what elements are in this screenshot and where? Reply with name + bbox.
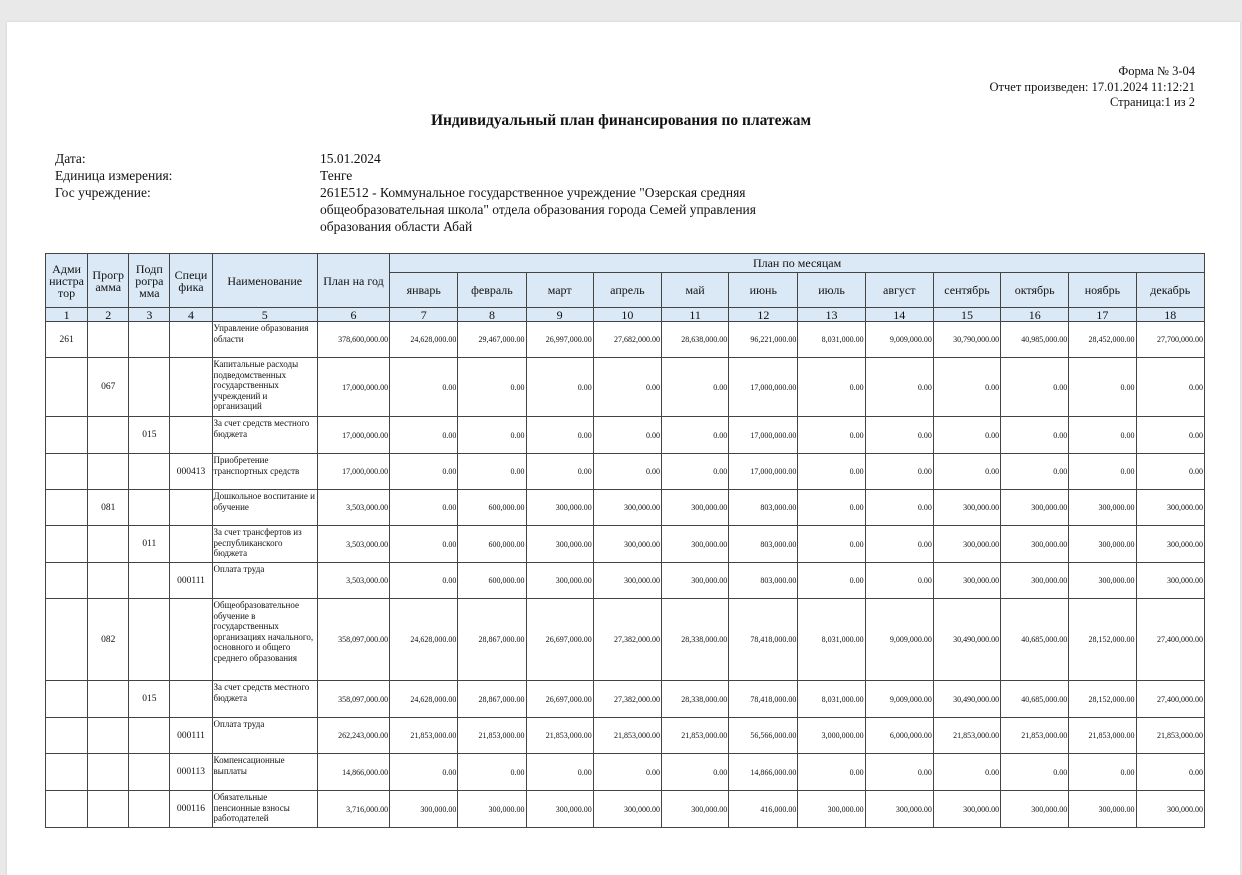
month-value-cell: 0.00 bbox=[933, 358, 1000, 417]
month-value-cell: 0.00 bbox=[390, 526, 458, 563]
month-value-cell: 300,000.00 bbox=[390, 791, 458, 828]
month-value-cell: 0.00 bbox=[1136, 454, 1204, 490]
admin-cell bbox=[46, 358, 88, 417]
name-cell: Дошкольное воспитание и обучение bbox=[212, 490, 317, 526]
month-value-cell: 27,382,000.00 bbox=[593, 599, 661, 681]
year-plan-cell: 3,503,000.00 bbox=[317, 490, 389, 526]
admin-cell bbox=[46, 754, 88, 791]
month-value-cell: 300,000.00 bbox=[1136, 526, 1204, 563]
specifics-cell bbox=[170, 681, 212, 718]
col-monthly-plan: План по месяцам bbox=[390, 254, 1205, 273]
month-value-cell: 0.00 bbox=[865, 490, 933, 526]
month-value-cell: 0.00 bbox=[865, 563, 933, 599]
col-number: 12 bbox=[729, 308, 798, 322]
program-cell: 082 bbox=[88, 599, 129, 681]
program-cell: 067 bbox=[88, 358, 129, 417]
month-value-cell: 21,853,000.00 bbox=[933, 718, 1000, 754]
month-value-cell: 29,467,000.00 bbox=[458, 322, 526, 358]
month-value-cell: 0.00 bbox=[1001, 358, 1069, 417]
col-month: ноябрь bbox=[1069, 273, 1136, 308]
specifics-cell bbox=[170, 322, 212, 358]
col-month: август bbox=[865, 273, 933, 308]
month-value-cell: 96,221,000.00 bbox=[729, 322, 798, 358]
month-value-cell: 0.00 bbox=[865, 358, 933, 417]
admin-cell bbox=[46, 490, 88, 526]
year-plan-cell: 3,716,000.00 bbox=[317, 791, 389, 828]
col-number: 15 bbox=[933, 308, 1000, 322]
month-value-cell: 0.00 bbox=[798, 526, 865, 563]
month-value-cell: 300,000.00 bbox=[798, 791, 865, 828]
month-value-cell: 30,790,000.00 bbox=[933, 322, 1000, 358]
month-value-cell: 28,452,000.00 bbox=[1069, 322, 1136, 358]
month-value-cell: 30,490,000.00 bbox=[933, 599, 1000, 681]
table-row bbox=[46, 358, 1205, 417]
specifics-cell: 000111 bbox=[170, 718, 212, 754]
institution-value-line3: образования области Абай bbox=[320, 219, 473, 234]
month-value-cell: 27,400,000.00 bbox=[1136, 599, 1204, 681]
year-plan-cell: 262,243,000.00 bbox=[317, 718, 389, 754]
col-program: Прогр амма bbox=[88, 254, 129, 308]
month-value-cell: 27,682,000.00 bbox=[593, 322, 661, 358]
year-plan-cell: 14,866,000.00 bbox=[317, 754, 389, 791]
col-number: 6 bbox=[317, 308, 389, 322]
admin-cell bbox=[46, 791, 88, 828]
month-value-cell: 9,009,000.00 bbox=[865, 599, 933, 681]
program-cell bbox=[88, 526, 129, 563]
month-value-cell: 8,031,000.00 bbox=[798, 599, 865, 681]
month-value-cell: 300,000.00 bbox=[593, 563, 661, 599]
year-plan-cell: 17,000,000.00 bbox=[317, 454, 389, 490]
specifics-cell bbox=[170, 490, 212, 526]
month-value-cell: 300,000.00 bbox=[1136, 791, 1204, 828]
month-value-cell: 300,000.00 bbox=[661, 791, 728, 828]
month-value-cell: 40,985,000.00 bbox=[1001, 322, 1069, 358]
year-plan-cell: 358,097,000.00 bbox=[317, 599, 389, 681]
specifics-cell: 000111 bbox=[170, 563, 212, 599]
month-value-cell: 26,697,000.00 bbox=[526, 681, 593, 718]
col-month: апрель bbox=[593, 273, 661, 308]
month-value-cell: 0.00 bbox=[390, 417, 458, 454]
col-number: 4 bbox=[170, 308, 212, 322]
program-cell bbox=[88, 563, 129, 599]
subprogram-cell bbox=[129, 599, 170, 681]
month-value-cell: 300,000.00 bbox=[933, 563, 1000, 599]
month-value-cell: 28,867,000.00 bbox=[458, 681, 526, 718]
subprogram-cell bbox=[129, 322, 170, 358]
month-value-cell: 21,853,000.00 bbox=[458, 718, 526, 754]
month-value-cell: 0.00 bbox=[593, 358, 661, 417]
specifics-cell: 000113 bbox=[170, 754, 212, 791]
month-value-cell: 416,000.00 bbox=[729, 791, 798, 828]
month-value-cell: 6,000,000.00 bbox=[865, 718, 933, 754]
month-value-cell: 24,628,000.00 bbox=[390, 322, 458, 358]
specifics-cell bbox=[170, 599, 212, 681]
info-labels bbox=[55, 150, 172, 201]
subprogram-cell bbox=[129, 454, 170, 490]
month-value-cell: 0.00 bbox=[661, 454, 728, 490]
admin-cell bbox=[46, 526, 88, 563]
unit-value: Тенге bbox=[320, 168, 353, 183]
specifics-cell: 000413 bbox=[170, 454, 212, 490]
admin-cell bbox=[46, 599, 88, 681]
month-value-cell: 17,000,000.00 bbox=[729, 417, 798, 454]
program-cell bbox=[88, 322, 129, 358]
month-value-cell: 0.00 bbox=[593, 417, 661, 454]
admin-cell: 261 bbox=[46, 322, 88, 358]
month-value-cell: 0.00 bbox=[1136, 754, 1204, 791]
date-label: Дата: bbox=[55, 151, 86, 166]
month-value-cell: 300,000.00 bbox=[526, 791, 593, 828]
month-value-cell: 803,000.00 bbox=[729, 490, 798, 526]
subprogram-cell bbox=[129, 563, 170, 599]
month-value-cell: 300,000.00 bbox=[933, 490, 1000, 526]
month-value-cell: 300,000.00 bbox=[1069, 563, 1136, 599]
month-value-cell: 26,997,000.00 bbox=[526, 322, 593, 358]
col-year-plan: План на год bbox=[317, 254, 389, 308]
col-number: 9 bbox=[526, 308, 593, 322]
month-value-cell: 0.00 bbox=[1069, 454, 1136, 490]
month-value-cell: 28,867,000.00 bbox=[458, 599, 526, 681]
month-value-cell: 27,700,000.00 bbox=[1136, 322, 1204, 358]
month-value-cell: 600,000.00 bbox=[458, 526, 526, 563]
year-plan-cell: 3,503,000.00 bbox=[317, 563, 389, 599]
date-value: 15.01.2024 bbox=[320, 151, 381, 166]
month-value-cell: 17,000,000.00 bbox=[729, 358, 798, 417]
col-month: май bbox=[661, 273, 728, 308]
month-value-cell: 0.00 bbox=[798, 417, 865, 454]
month-value-cell: 0.00 bbox=[661, 358, 728, 417]
name-cell: Капитальные расходы подведомственных государственных учреждений и организаций bbox=[212, 358, 317, 417]
month-value-cell: 0.00 bbox=[1001, 417, 1069, 454]
month-value-cell: 300,000.00 bbox=[526, 526, 593, 563]
month-value-cell: 300,000.00 bbox=[1069, 791, 1136, 828]
month-value-cell: 300,000.00 bbox=[1069, 526, 1136, 563]
col-number: 17 bbox=[1069, 308, 1136, 322]
month-value-cell: 0.00 bbox=[390, 563, 458, 599]
month-value-cell: 300,000.00 bbox=[1001, 791, 1069, 828]
table-row bbox=[46, 681, 1205, 718]
month-value-cell: 300,000.00 bbox=[1001, 526, 1069, 563]
month-value-cell: 300,000.00 bbox=[1069, 490, 1136, 526]
month-value-cell: 78,418,000.00 bbox=[729, 681, 798, 718]
month-value-cell: 28,152,000.00 bbox=[1069, 599, 1136, 681]
month-value-cell: 24,628,000.00 bbox=[390, 599, 458, 681]
institution-label: Гос учреждение: bbox=[55, 185, 151, 200]
col-month: сентябрь bbox=[933, 273, 1000, 308]
year-plan-cell: 17,000,000.00 bbox=[317, 358, 389, 417]
month-value-cell: 27,382,000.00 bbox=[593, 681, 661, 718]
month-value-cell: 28,638,000.00 bbox=[661, 322, 728, 358]
month-value-cell: 0.00 bbox=[865, 417, 933, 454]
month-value-cell: 28,338,000.00 bbox=[661, 599, 728, 681]
month-value-cell: 300,000.00 bbox=[933, 791, 1000, 828]
specifics-cell bbox=[170, 358, 212, 417]
month-value-cell: 0.00 bbox=[390, 754, 458, 791]
col-number: 10 bbox=[593, 308, 661, 322]
month-value-cell: 21,853,000.00 bbox=[661, 718, 728, 754]
name-cell: За счет трансфертов из республиканского бюджета bbox=[212, 526, 317, 563]
specifics-cell bbox=[170, 526, 212, 563]
table-row bbox=[46, 526, 1205, 563]
col-number: 13 bbox=[798, 308, 865, 322]
month-value-cell: 0.00 bbox=[458, 754, 526, 791]
month-value-cell: 28,338,000.00 bbox=[661, 681, 728, 718]
admin-cell bbox=[46, 417, 88, 454]
month-value-cell: 0.00 bbox=[390, 490, 458, 526]
month-value-cell: 28,152,000.00 bbox=[1069, 681, 1136, 718]
form-number: Форма № 3-04 bbox=[1118, 64, 1195, 78]
month-value-cell: 0.00 bbox=[458, 454, 526, 490]
month-value-cell: 9,009,000.00 bbox=[865, 322, 933, 358]
month-value-cell: 0.00 bbox=[798, 358, 865, 417]
month-value-cell: 0.00 bbox=[593, 754, 661, 791]
generated-timestamp: Отчет произведен: 17.01.2024 11:12:21 bbox=[989, 79, 1195, 94]
name-cell: Управление образования области bbox=[212, 322, 317, 358]
month-value-cell: 0.00 bbox=[661, 754, 728, 791]
month-value-cell: 600,000.00 bbox=[458, 563, 526, 599]
month-value-cell: 300,000.00 bbox=[1001, 490, 1069, 526]
month-value-cell: 21,853,000.00 bbox=[593, 718, 661, 754]
name-cell: За счет средств местного бюджета bbox=[212, 681, 317, 718]
specifics-cell: 000116 bbox=[170, 791, 212, 828]
month-value-cell: 0.00 bbox=[865, 454, 933, 490]
report-meta bbox=[990, 64, 1196, 111]
table-row bbox=[46, 563, 1205, 599]
month-value-cell: 803,000.00 bbox=[729, 526, 798, 563]
name-cell: За счет средств местного бюджета bbox=[212, 417, 317, 454]
month-value-cell: 300,000.00 bbox=[661, 490, 728, 526]
table-row bbox=[46, 322, 1205, 358]
col-number: 8 bbox=[458, 308, 526, 322]
program-cell bbox=[88, 718, 129, 754]
month-value-cell: 0.00 bbox=[593, 454, 661, 490]
month-value-cell: 9,009,000.00 bbox=[865, 681, 933, 718]
month-value-cell: 0.00 bbox=[661, 417, 728, 454]
month-value-cell: 0.00 bbox=[1001, 454, 1069, 490]
month-value-cell: 600,000.00 bbox=[458, 490, 526, 526]
month-value-cell: 0.00 bbox=[933, 754, 1000, 791]
month-value-cell: 30,490,000.00 bbox=[933, 681, 1000, 718]
admin-cell bbox=[46, 681, 88, 718]
col-number: 18 bbox=[1136, 308, 1204, 322]
year-plan-cell: 3,503,000.00 bbox=[317, 526, 389, 563]
month-value-cell: 0.00 bbox=[526, 754, 593, 791]
col-number: 16 bbox=[1001, 308, 1069, 322]
col-name: Наименование bbox=[212, 254, 317, 308]
month-value-cell: 300,000.00 bbox=[865, 791, 933, 828]
month-value-cell: 21,853,000.00 bbox=[1069, 718, 1136, 754]
page-counter: Страница:1 из 2 bbox=[1109, 95, 1195, 109]
name-cell: Общеобразовательное обучение в государственных организациях начального, основного и общего среднего образования bbox=[212, 599, 317, 681]
month-value-cell: 0.00 bbox=[865, 754, 933, 791]
month-value-cell: 0.00 bbox=[526, 454, 593, 490]
month-value-cell: 0.00 bbox=[526, 358, 593, 417]
year-plan-cell: 17,000,000.00 bbox=[317, 417, 389, 454]
month-value-cell: 17,000,000.00 bbox=[729, 454, 798, 490]
subprogram-cell bbox=[129, 754, 170, 791]
month-value-cell: 300,000.00 bbox=[1136, 563, 1204, 599]
col-month: июль bbox=[798, 273, 865, 308]
col-month: февраль bbox=[458, 273, 526, 308]
table-row bbox=[46, 454, 1205, 490]
institution-value-line1: 261Е512 - Коммунальное государственное учреждение "Озерская средняя bbox=[320, 185, 746, 200]
month-value-cell: 0.00 bbox=[390, 454, 458, 490]
table-row bbox=[46, 754, 1205, 791]
col-number: 2 bbox=[88, 308, 129, 322]
col-specifics: Специ фика bbox=[170, 254, 212, 308]
program-cell bbox=[88, 454, 129, 490]
month-value-cell: 27,400,000.00 bbox=[1136, 681, 1204, 718]
col-admin: Адми нистра тор bbox=[46, 254, 88, 308]
info-values bbox=[320, 150, 820, 235]
month-value-cell: 0.00 bbox=[798, 454, 865, 490]
month-value-cell: 300,000.00 bbox=[933, 526, 1000, 563]
month-value-cell: 21,853,000.00 bbox=[1136, 718, 1204, 754]
unit-label: Единица измерения: bbox=[55, 168, 173, 183]
month-value-cell: 300,000.00 bbox=[593, 490, 661, 526]
report-title: Индивидуальный план финансирования по платежам bbox=[430, 112, 812, 129]
month-value-cell: 14,866,000.00 bbox=[729, 754, 798, 791]
month-value-cell: 21,853,000.00 bbox=[526, 718, 593, 754]
col-number: 11 bbox=[661, 308, 728, 322]
table-row bbox=[46, 417, 1205, 454]
month-value-cell: 0.00 bbox=[933, 454, 1000, 490]
name-cell: Оплата труда bbox=[212, 563, 317, 599]
month-value-cell: 0.00 bbox=[798, 490, 865, 526]
col-subprogram: Подп рогра мма bbox=[129, 254, 170, 308]
month-value-cell: 0.00 bbox=[933, 417, 1000, 454]
subprogram-cell: 015 bbox=[129, 681, 170, 718]
subprogram-cell: 015 bbox=[129, 417, 170, 454]
admin-cell bbox=[46, 718, 88, 754]
month-value-cell: 24,628,000.00 bbox=[390, 681, 458, 718]
name-cell: Оплата труда bbox=[212, 718, 317, 754]
month-value-cell: 0.00 bbox=[390, 358, 458, 417]
month-value-cell: 0.00 bbox=[865, 526, 933, 563]
col-number: 5 bbox=[212, 308, 317, 322]
month-value-cell: 300,000.00 bbox=[526, 490, 593, 526]
admin-cell bbox=[46, 454, 88, 490]
name-cell: Приобретение транспортных средств bbox=[212, 454, 317, 490]
month-value-cell: 300,000.00 bbox=[593, 791, 661, 828]
month-value-cell: 0.00 bbox=[1069, 754, 1136, 791]
month-value-cell: 803,000.00 bbox=[729, 563, 798, 599]
month-value-cell: 8,031,000.00 bbox=[798, 681, 865, 718]
program-cell bbox=[88, 681, 129, 718]
month-value-cell: 0.00 bbox=[798, 754, 865, 791]
month-value-cell: 300,000.00 bbox=[1001, 563, 1069, 599]
program-cell bbox=[88, 754, 129, 791]
month-value-cell: 26,697,000.00 bbox=[526, 599, 593, 681]
year-plan-cell: 378,600,000.00 bbox=[317, 322, 389, 358]
month-value-cell: 78,418,000.00 bbox=[729, 599, 798, 681]
table-row bbox=[46, 490, 1205, 526]
subprogram-cell bbox=[129, 490, 170, 526]
table-row bbox=[46, 718, 1205, 754]
program-cell bbox=[88, 791, 129, 828]
col-number: 7 bbox=[390, 308, 458, 322]
col-number: 1 bbox=[46, 308, 88, 322]
subprogram-cell bbox=[129, 718, 170, 754]
month-value-cell: 300,000.00 bbox=[1136, 490, 1204, 526]
month-value-cell: 56,566,000.00 bbox=[729, 718, 798, 754]
month-value-cell: 300,000.00 bbox=[661, 563, 728, 599]
year-plan-cell: 358,097,000.00 bbox=[317, 681, 389, 718]
col-month: октябрь bbox=[1001, 273, 1069, 308]
month-value-cell: 300,000.00 bbox=[526, 563, 593, 599]
month-value-cell: 0.00 bbox=[1001, 754, 1069, 791]
col-month: март bbox=[526, 273, 593, 308]
month-value-cell: 0.00 bbox=[458, 358, 526, 417]
name-cell: Компенсационные выплаты bbox=[212, 754, 317, 791]
program-cell: 081 bbox=[88, 490, 129, 526]
financing-plan-table bbox=[45, 253, 1205, 828]
month-value-cell: 0.00 bbox=[1136, 358, 1204, 417]
month-value-cell: 40,685,000.00 bbox=[1001, 599, 1069, 681]
month-value-cell: 300,000.00 bbox=[458, 791, 526, 828]
specifics-cell bbox=[170, 417, 212, 454]
month-value-cell: 0.00 bbox=[1136, 417, 1204, 454]
col-month: июнь bbox=[729, 273, 798, 308]
month-value-cell: 40,685,000.00 bbox=[1001, 681, 1069, 718]
month-value-cell: 0.00 bbox=[1069, 417, 1136, 454]
month-value-cell: 0.00 bbox=[526, 417, 593, 454]
table-row bbox=[46, 791, 1205, 828]
month-value-cell: 3,000,000.00 bbox=[798, 718, 865, 754]
program-cell bbox=[88, 417, 129, 454]
institution-value-line2: общеобразовательная школа" отдела образования города Семей управления bbox=[320, 202, 756, 217]
col-number: 14 bbox=[865, 308, 933, 322]
admin-cell bbox=[46, 563, 88, 599]
month-value-cell: 21,853,000.00 bbox=[390, 718, 458, 754]
month-value-cell: 0.00 bbox=[1069, 358, 1136, 417]
table-row bbox=[46, 599, 1205, 681]
month-value-cell: 0.00 bbox=[458, 417, 526, 454]
subprogram-cell bbox=[129, 791, 170, 828]
name-cell: Обязательные пенсионные взносы работодателей bbox=[212, 791, 317, 828]
col-month: декабрь bbox=[1136, 273, 1204, 308]
month-value-cell: 21,853,000.00 bbox=[1001, 718, 1069, 754]
month-value-cell: 8,031,000.00 bbox=[798, 322, 865, 358]
month-value-cell: 300,000.00 bbox=[661, 526, 728, 563]
subprogram-cell bbox=[129, 358, 170, 417]
subprogram-cell: 011 bbox=[129, 526, 170, 563]
month-value-cell: 300,000.00 bbox=[593, 526, 661, 563]
col-number: 3 bbox=[129, 308, 170, 322]
month-value-cell: 0.00 bbox=[798, 563, 865, 599]
col-month: январь bbox=[390, 273, 458, 308]
